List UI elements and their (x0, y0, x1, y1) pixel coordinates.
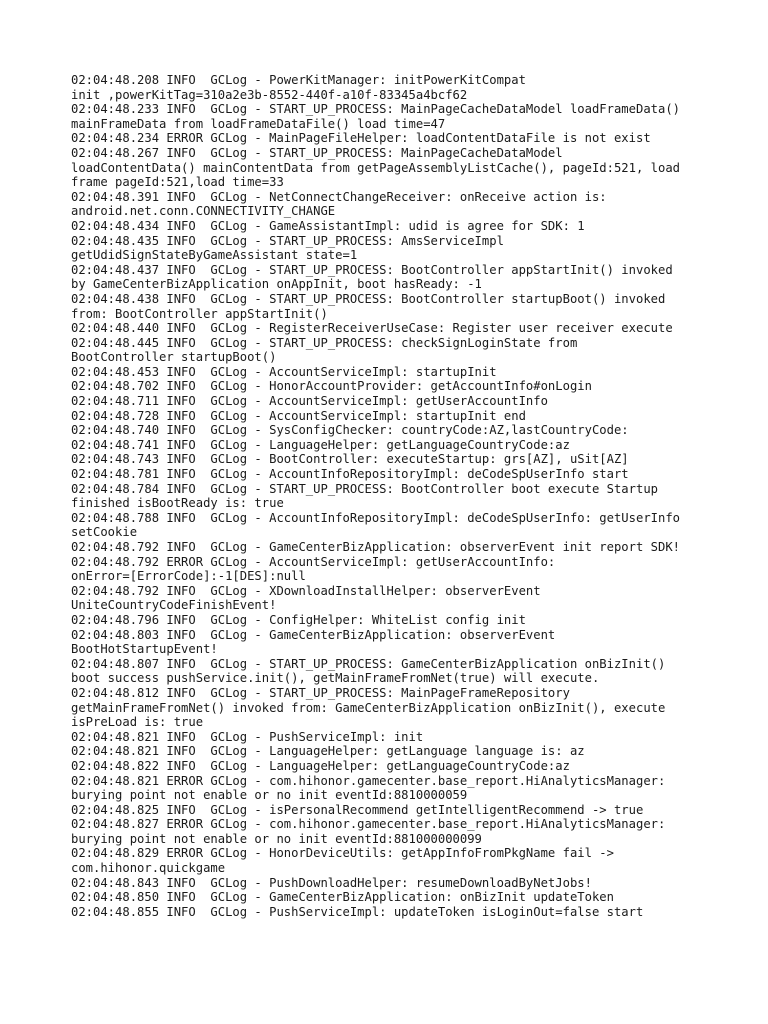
log-line: getUdidSignStateByGameAssistant state=1 (71, 248, 358, 263)
log-line: frame pageId:521,load time=33 (71, 175, 284, 190)
log-line: burying point not enable or no init eventId:8810000059 (71, 788, 468, 803)
log-line: 02:04:48.435 INFO GCLog - START_UP_PROCESS: AmsServiceImpl (71, 233, 504, 248)
log-line: 02:04:48.208 INFO GCLog - PowerKitManager: initPowerKitCompat (71, 73, 526, 87)
log-line: 02:04:48.743 INFO GCLog - BootController: executeStartup: grs[AZ], uSit[AZ] (71, 452, 629, 467)
log-page (71, 73, 711, 919)
log-line: android.net.conn.CONNECTIVITY_CHANGE (71, 204, 336, 219)
log-line: UniteCountryCodeFinishEvent! (71, 598, 277, 613)
log-line: 02:04:48.740 INFO GCLog - SysConfigChecker: countryCode:AZ,lastCountryCode: (71, 423, 629, 438)
log-line: 02:04:48.728 INFO GCLog - AccountServiceImpl: startupInit end (71, 408, 526, 423)
log-line: onError=[ErrorCode]:-1[DES]:null (71, 569, 306, 584)
log-line: 02:04:48.796 INFO GCLog - ConfigHelper: WhiteList config init (71, 612, 526, 627)
log-line: finished isBootReady is: true (71, 496, 284, 511)
log-line: 02:04:48.434 INFO GCLog - GameAssistantImpl: udid is agree for SDK: 1 (71, 218, 585, 233)
log-line: 02:04:48.234 ERROR GCLog - MainPageFileHelper: loadContentDataFile is not exist (71, 131, 651, 146)
log-line: 02:04:48.822 INFO GCLog - LanguageHelper: getLanguageCountryCode:az (71, 758, 570, 773)
log-line: 02:04:48.855 INFO GCLog - PushServiceImpl: updateToken isLoginOut=false start (71, 904, 644, 919)
log-line: 02:04:48.792 ERROR GCLog - AccountServiceImpl: getUserAccountInfo: (71, 554, 556, 569)
log-line: 02:04:48.711 INFO GCLog - AccountServiceImpl: getUserAccountInfo (71, 394, 548, 409)
log-line: mainFrameData from loadFrameDataFile() load time=47 (71, 116, 446, 131)
log-line: 02:04:48.233 INFO GCLog - START_UP_PROCESS: MainPageCacheDataModel loadFrameData() (71, 102, 681, 117)
log-line: BootHotStartupEvent! (71, 642, 218, 657)
log-line: 02:04:48.812 INFO GCLog - START_UP_PROCESS: MainPageFrameRepository (71, 685, 570, 700)
log-line: 02:04:48.391 INFO GCLog - NetConnectChangeReceiver: onReceive action is: (71, 189, 607, 204)
log-line: 02:04:48.438 INFO GCLog - START_UP_PROCESS: BootController startupBoot() invoked (71, 291, 666, 306)
log-line: 02:04:48.784 INFO GCLog - START_UP_PROCESS: BootController boot execute Startup (71, 481, 658, 496)
log-line: setCookie (71, 525, 138, 540)
log-line: 02:04:48.445 INFO GCLog - START_UP_PROCESS: checkSignLoginState from (71, 335, 578, 350)
log-text (71, 73, 711, 919)
log-line: 02:04:48.825 INFO GCLog - isPersonalRecommend getIntelligentRecommend -> true (71, 802, 644, 817)
log-line: by GameCenterBizApplication onAppInit, boot hasReady: -1 (71, 277, 482, 292)
log-line: 02:04:48.821 INFO GCLog - LanguageHelper: getLanguage language is: az (71, 744, 585, 759)
log-line: 02:04:48.741 INFO GCLog - LanguageHelper: getLanguageCountryCode:az (71, 437, 570, 452)
log-line: from: BootController appStartInit() (71, 306, 328, 321)
log-line: 02:04:48.788 INFO GCLog - AccountInfoRepositoryImpl: deCodeSpUserInfo: getUserInfo (71, 510, 681, 525)
log-line: 02:04:48.781 INFO GCLog - AccountInfoRepositoryImpl: deCodeSpUserInfo start (71, 467, 629, 482)
log-line: burying point not enable or no init eventId:881000000099 (71, 831, 482, 846)
log-line: 02:04:48.821 INFO GCLog - PushServiceImpl: init (71, 729, 424, 744)
log-line: boot success pushService.init(), getMainFrameFromNet(true) will execute. (71, 671, 600, 686)
log-line: 02:04:48.843 INFO GCLog - PushDownloadHelper: resumeDownloadByNetJobs! (71, 875, 592, 890)
log-line: 02:04:48.807 INFO GCLog - START_UP_PROCESS: GameCenterBizApplication onBizInit() (71, 656, 666, 671)
log-line: BootController startupBoot() (71, 350, 277, 365)
log-line: 02:04:48.702 INFO GCLog - HonorAccountProvider: getAccountInfo#onLogin (71, 379, 592, 394)
log-line: 02:04:48.803 INFO GCLog - GameCenterBizApplication: observerEvent (71, 627, 556, 642)
log-line: 02:04:48.850 INFO GCLog - GameCenterBizApplication: onBizInit updateToken (71, 890, 614, 905)
log-line: 02:04:48.829 ERROR GCLog - HonorDeviceUtils: getAppInfoFromPkgName fail -> (71, 846, 614, 861)
log-line: isPreLoad is: true (71, 715, 204, 730)
log-line: 02:04:48.440 INFO GCLog - RegisterReceiverUseCase: Register user receiver execute (71, 321, 673, 336)
log-line: 02:04:48.827 ERROR GCLog - com.hihonor.gamecenter.base_report.HiAnalyticsManager: (71, 817, 666, 832)
log-line: getMainFrameFromNet() invoked from: GameCenterBizApplication onBizInit(), execute (71, 700, 666, 715)
log-line: 02:04:48.453 INFO GCLog - AccountServiceImpl: startupInit (71, 364, 497, 379)
log-line: com.hihonor.quickgame (71, 861, 226, 876)
log-line: 02:04:48.267 INFO GCLog - START_UP_PROCESS: MainPageCacheDataModel (71, 145, 563, 160)
log-line: 02:04:48.792 INFO GCLog - GameCenterBizApplication: observerEvent init report SDK! (71, 540, 681, 554)
log-line: 02:04:48.821 ERROR GCLog - com.hihonor.gamecenter.base_report.HiAnalyticsManager: (71, 773, 666, 788)
log-line: 02:04:48.792 INFO GCLog - XDownloadInstallHelper: observerEvent (71, 583, 541, 598)
log-line: init ,powerKitTag=310a2e3b-8552-440f-a10f-83345a4bcf62 (71, 87, 468, 102)
log-line: loadContentData() mainContentData from getPageAssemblyListCache(), pageId:521, load (71, 160, 681, 175)
log-line: 02:04:48.437 INFO GCLog - START_UP_PROCESS: BootController appStartInit() invoked (71, 262, 673, 277)
